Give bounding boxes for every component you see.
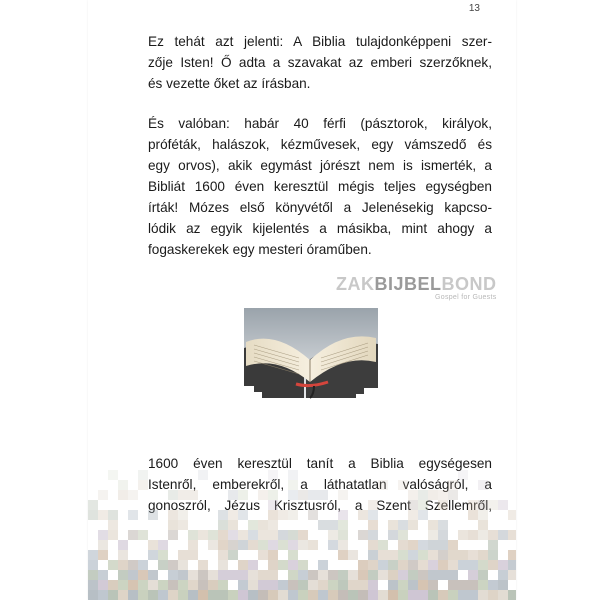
text-line: lódik az egyik kijelentés a másikba, mint ahogy a — [148, 221, 492, 236]
text-line: gonoszról, Jézus Krisztusról, a Szent Szellemről, — [148, 498, 492, 513]
text-line: zője Isten! Ő adta a szavakat az emberi szerzőknek, — [148, 55, 492, 70]
text-line: egy orvos), akik egymást jórészt nem is ismerték, a — [148, 158, 492, 173]
watermark-part-zak: ZAK — [336, 274, 375, 294]
text-line: és vezette őket az írásban. — [148, 76, 311, 91]
text-line: fogaskerekek egy mesteri óraműben. — [148, 242, 372, 257]
watermark-part-bijbel: BIJBEL — [374, 274, 442, 294]
page-number: 13 — [468, 3, 480, 14]
text-line: Bibliát 1600 éven keresztül mégis teljes egységben — [148, 179, 492, 194]
watermark-part-bond: BOND — [441, 274, 497, 294]
text-line: próféták, halászok, kézművesek, egy vámszedő és — [148, 137, 492, 152]
text-line: Ez tehát azt jelenti: A Biblia tulajdonképpeni szer- — [148, 34, 492, 49]
paragraph-unity — [148, 113, 492, 260]
paragraph-teaching — [148, 453, 492, 516]
text-line: És valóban: habár 40 férfi (pásztorok, királyok, — [148, 116, 492, 131]
text-line: 1600 éven keresztül tanít a Biblia egységesen — [148, 456, 492, 471]
watermark-logo — [336, 275, 497, 301]
text-line: írták! Mózes első könyvétől a Jelenésekig kapcso- — [148, 200, 492, 215]
paragraph-authorship — [148, 31, 492, 94]
text-line: Istenről, emberekről, a láthatatlan valóságról, a — [148, 477, 492, 492]
watermark-tagline: Gospel for Guests — [435, 294, 497, 301]
open-bible-illustration — [244, 308, 378, 398]
